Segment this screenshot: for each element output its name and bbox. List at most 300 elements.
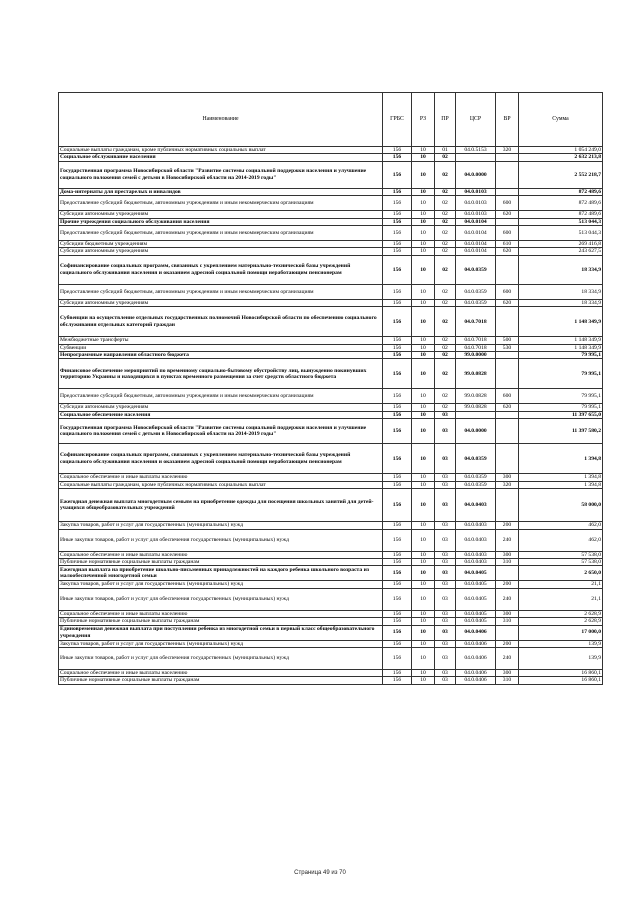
cell-rz: 10 (412, 389, 435, 404)
cell-pr: 03 (435, 551, 456, 558)
cell-sum: 872 489,6 (519, 188, 603, 195)
cell-grbs: 156 (383, 625, 412, 640)
cell-name: Межбюджетные трансферты (59, 337, 383, 344)
cell-name: Софинансирование социальных программ, связанных с укреплением материально-технической базы учреждений социального обслуживания населения и оказанием адресной социальной помощи неработающим пенсионерам (59, 444, 383, 474)
cell-sum: 11 397 580,2 (519, 419, 603, 444)
cell-rz: 10 (412, 248, 435, 255)
cell-name: Субсидии автономным учреждениям (59, 404, 383, 411)
cell-vr: 320 (496, 481, 519, 488)
cell-grbs: 156 (383, 529, 412, 551)
cell-vr: 300 (496, 610, 519, 617)
table-row (59, 618, 603, 625)
cell-pr: 02 (435, 241, 456, 248)
cell-grbs: 156 (383, 640, 412, 647)
cell-csr: 04.0.0405 (456, 566, 496, 581)
table-row (59, 389, 603, 404)
cell-name: Государственная программа Новосибирской области "Развитие системы социальной поддержки населения и улучшение социального положения семей с детьми в Новосибирской области на 2014-2019 годы" (59, 161, 383, 188)
cell-sum: 2 632 213,8 (519, 154, 603, 161)
cell-vr: 620 (496, 404, 519, 411)
cell-rz: 10 (412, 404, 435, 411)
cell-vr (496, 489, 519, 522)
table-row (59, 196, 603, 211)
table-row (59, 489, 603, 522)
cell-grbs: 156 (383, 147, 412, 154)
table-row (59, 551, 603, 558)
cell-grbs: 156 (383, 299, 412, 306)
cell-grbs: 156 (383, 419, 412, 444)
cell-sum: 11 397 655,0 (519, 411, 603, 418)
cell-rz: 10 (412, 218, 435, 225)
cell-rz: 10 (412, 255, 435, 284)
cell-csr: 04.0.5153 (456, 147, 496, 154)
cell-name: Предоставление субсидий бюджетным, автономным учреждениям и иным некоммерческим организациям (59, 389, 383, 404)
cell-pr: 02 (435, 337, 456, 344)
cell-csr: 04.0.0405 (456, 610, 496, 617)
cell-name: Ежегодная денежная выплата многодетным семьям на приобретение одежды для посещения школьных занятий для детей-учащихся общеобразовательных учреждений (59, 489, 383, 522)
cell-sum: 2 628,9 (519, 610, 603, 617)
cell-csr: 04.0.7018 (456, 344, 496, 351)
cell-vr: 620 (496, 299, 519, 306)
cell-csr: 04.0.0000 (456, 161, 496, 188)
cell-grbs: 156 (383, 566, 412, 581)
cell-name: Непрограммные направления областного бюджета (59, 352, 383, 359)
cell-csr: 04.0.0406 (456, 647, 496, 669)
cell-rz: 10 (412, 419, 435, 444)
cell-vr: 600 (496, 284, 519, 299)
cell-pr: 03 (435, 489, 456, 522)
cell-name: Иные закупки товаров, работ и услуг для обеспечения государственных (муниципальных) нужд (59, 588, 383, 610)
cell-csr: 04.0.0406 (456, 625, 496, 640)
table-row (59, 359, 603, 389)
cell-sum: 57 538,0 (519, 551, 603, 558)
cell-sum: 79 995,1 (519, 404, 603, 411)
budget-sheet (58, 92, 602, 685)
cell-vr (496, 411, 519, 418)
table-row (59, 154, 603, 161)
cell-csr: 04.0.0359 (456, 444, 496, 474)
cell-grbs: 156 (383, 610, 412, 617)
cell-vr: 310 (496, 677, 519, 684)
cell-grbs: 156 (383, 558, 412, 565)
header-rz: РЗ (412, 93, 435, 147)
table-row (59, 566, 603, 581)
cell-name: Публичные нормативные социальные выплаты гражданам (59, 618, 383, 625)
table-row (59, 211, 603, 218)
cell-pr: 02 (435, 154, 456, 161)
cell-csr: 04.0.0103 (456, 188, 496, 195)
cell-rz: 10 (412, 669, 435, 676)
cell-vr: 200 (496, 640, 519, 647)
cell-pr: 02 (435, 161, 456, 188)
cell-name: Социальное обеспечение и иные выплаты населению (59, 474, 383, 481)
cell-rz: 10 (412, 522, 435, 529)
cell-rz: 10 (412, 677, 435, 684)
cell-vr: 620 (496, 248, 519, 255)
cell-grbs: 156 (383, 588, 412, 610)
cell-grbs: 156 (383, 337, 412, 344)
cell-csr: 04.0.0403 (456, 551, 496, 558)
cell-vr (496, 566, 519, 581)
cell-vr (496, 359, 519, 389)
cell-rz: 10 (412, 337, 435, 344)
cell-vr: 600 (496, 226, 519, 241)
cell-grbs: 156 (383, 474, 412, 481)
cell-sum: 1 394,8 (519, 474, 603, 481)
cell-grbs: 156 (383, 154, 412, 161)
cell-pr: 03 (435, 618, 456, 625)
cell-sum: 243 627,5 (519, 248, 603, 255)
table-row (59, 647, 603, 669)
cell-sum: 57 538,0 (519, 558, 603, 565)
cell-csr: 99.0.0828 (456, 404, 496, 411)
cell-name: Субсидии автономным учреждениям (59, 248, 383, 255)
table-row (59, 284, 603, 299)
cell-pr: 02 (435, 248, 456, 255)
cell-name: Государственная программа Новосибирской области "Развитие системы социальной поддержки населения и улучшение социального положения семей с детьми в Новосибирской области на 2014-2019 годы" (59, 419, 383, 444)
cell-grbs: 156 (383, 489, 412, 522)
cell-grbs: 156 (383, 248, 412, 255)
cell-rz: 10 (412, 147, 435, 154)
cell-csr: 04.0.7018 (456, 307, 496, 337)
cell-pr: 02 (435, 389, 456, 404)
cell-grbs: 156 (383, 581, 412, 588)
cell-vr: 240 (496, 529, 519, 551)
cell-name: Финансовое обеспечение мероприятий по временному социально-бытовому обустройству лиц, вынужденно покинувших территорию Украины и находящихся в пунктах временного размещения за счет средств областного бюджета (59, 359, 383, 389)
table-body (59, 147, 603, 685)
cell-csr: 99.0.0828 (456, 389, 496, 404)
cell-grbs: 156 (383, 241, 412, 248)
table-row (59, 147, 603, 154)
table-row (59, 474, 603, 481)
cell-sum: 269 416,8 (519, 241, 603, 248)
cell-csr: 04.0.0104 (456, 241, 496, 248)
cell-rz: 10 (412, 307, 435, 337)
table-row (59, 411, 603, 418)
cell-pr: 02 (435, 226, 456, 241)
cell-name: Предоставление субсидий бюджетным, автономным учреждениям и иным некоммерческим организациям (59, 284, 383, 299)
cell-name: Социальное обеспечение и иные выплаты населению (59, 610, 383, 617)
cell-sum: 58 000,0 (519, 489, 603, 522)
cell-grbs: 156 (383, 551, 412, 558)
cell-sum: 872 489,6 (519, 211, 603, 218)
cell-rz: 10 (412, 474, 435, 481)
cell-grbs: 156 (383, 677, 412, 684)
table-row (59, 522, 603, 529)
cell-sum: 17 000,0 (519, 625, 603, 640)
table-row (59, 625, 603, 640)
cell-pr: 02 (435, 218, 456, 225)
table-row (59, 218, 603, 225)
cell-vr: 500 (496, 337, 519, 344)
cell-rz: 10 (412, 359, 435, 389)
table-row (59, 581, 603, 588)
cell-rz: 10 (412, 154, 435, 161)
cell-vr: 620 (496, 211, 519, 218)
cell-grbs: 156 (383, 344, 412, 351)
header-pr: ПР (435, 93, 456, 147)
cell-pr: 02 (435, 404, 456, 411)
cell-rz: 10 (412, 481, 435, 488)
header-grbs: ГРБС (383, 93, 412, 147)
cell-vr: 610 (496, 241, 519, 248)
cell-rz: 10 (412, 647, 435, 669)
cell-csr: 04.0.0405 (456, 618, 496, 625)
cell-rz: 10 (412, 344, 435, 351)
cell-pr: 02 (435, 359, 456, 389)
cell-name: Субсидии автономным учреждениям (59, 211, 383, 218)
cell-sum: 16 860,1 (519, 677, 603, 684)
cell-sum: 18 334,9 (519, 255, 603, 284)
cell-vr (496, 444, 519, 474)
cell-vr: 310 (496, 618, 519, 625)
cell-sum: 2 628,9 (519, 618, 603, 625)
cell-sum: 21,1 (519, 588, 603, 610)
cell-rz: 10 (412, 411, 435, 418)
cell-sum: 1 054 249,0 (519, 147, 603, 154)
table-row (59, 610, 603, 617)
header-name: Наименование (59, 93, 383, 147)
cell-vr (496, 419, 519, 444)
cell-name: Ежегодная выплата на приобретение школьно-письменных принадлежностей на каждого ребенка школьного возраста из малообеспеченной многодетной семьи (59, 566, 383, 581)
cell-pr: 03 (435, 558, 456, 565)
header-csr: ЦСР (456, 93, 496, 147)
cell-pr: 03 (435, 566, 456, 581)
cell-name: Публичные нормативные социальные выплаты гражданам (59, 558, 383, 565)
cell-rz: 10 (412, 241, 435, 248)
cell-name: Прочие учреждения социального обслуживания населения (59, 218, 383, 225)
cell-vr (496, 255, 519, 284)
cell-name: Иные закупки товаров, работ и услуг для обеспечения государственных (муниципальных) нужд (59, 529, 383, 551)
cell-pr: 03 (435, 625, 456, 640)
table-row (59, 299, 603, 306)
cell-csr: 04.0.0359 (456, 481, 496, 488)
cell-rz: 10 (412, 352, 435, 359)
cell-rz: 10 (412, 226, 435, 241)
cell-sum: 139,9 (519, 640, 603, 647)
cell-pr: 03 (435, 581, 456, 588)
table-row (59, 444, 603, 474)
cell-rz: 10 (412, 284, 435, 299)
cell-csr: 04.0.0406 (456, 640, 496, 647)
cell-name: Социальное обеспечение и иные выплаты населению (59, 669, 383, 676)
cell-rz: 10 (412, 196, 435, 211)
cell-grbs: 156 (383, 218, 412, 225)
table-row (59, 188, 603, 195)
table-row (59, 241, 603, 248)
cell-pr: 03 (435, 411, 456, 418)
cell-sum: 1 148 349,9 (519, 307, 603, 337)
cell-sum: 1 148 349,9 (519, 344, 603, 351)
cell-csr: 04.0.7018 (456, 337, 496, 344)
cell-pr: 03 (435, 522, 456, 529)
cell-csr: 04.0.0359 (456, 474, 496, 481)
table-row (59, 352, 603, 359)
cell-vr: 200 (496, 522, 519, 529)
cell-name: Публичные нормативные социальные выплаты гражданам (59, 677, 383, 684)
cell-vr: 310 (496, 558, 519, 565)
cell-name: Социальные выплаты гражданам, кроме публичных нормативных социальных выплат (59, 147, 383, 154)
cell-vr (496, 154, 519, 161)
cell-grbs: 156 (383, 618, 412, 625)
cell-csr: 04.0.0403 (456, 558, 496, 565)
cell-sum: 79 995,1 (519, 359, 603, 389)
cell-csr: 04.0.0403 (456, 522, 496, 529)
cell-grbs: 156 (383, 255, 412, 284)
header-sum: Сумма (519, 93, 603, 147)
cell-rz: 10 (412, 211, 435, 218)
table-row (59, 161, 603, 188)
cell-csr: 04.0.0104 (456, 226, 496, 241)
table-row (59, 344, 603, 351)
cell-pr: 03 (435, 529, 456, 551)
cell-sum: 16 860,1 (519, 669, 603, 676)
cell-grbs: 156 (383, 411, 412, 418)
cell-vr (496, 161, 519, 188)
table-row (59, 248, 603, 255)
cell-rz: 10 (412, 610, 435, 617)
table-row (59, 226, 603, 241)
cell-pr: 02 (435, 211, 456, 218)
cell-rz: 10 (412, 625, 435, 640)
cell-grbs: 156 (383, 669, 412, 676)
cell-csr: 04.0.0405 (456, 581, 496, 588)
cell-name: Субсидии бюджетным учреждениям (59, 241, 383, 248)
table-row (59, 588, 603, 610)
cell-grbs: 156 (383, 188, 412, 195)
cell-pr: 01 (435, 147, 456, 154)
cell-csr: 04.0.0359 (456, 255, 496, 284)
cell-sum: 1 394,8 (519, 444, 603, 474)
cell-vr: 320 (496, 147, 519, 154)
cell-vr (496, 188, 519, 195)
cell-grbs: 156 (383, 444, 412, 474)
cell-csr: 04.0.0406 (456, 669, 496, 676)
cell-csr: 04.0.0103 (456, 196, 496, 211)
cell-sum: 872 489,6 (519, 196, 603, 211)
cell-csr: 04.0.0359 (456, 284, 496, 299)
cell-grbs: 156 (383, 647, 412, 669)
cell-name: Социальное обеспечение населения (59, 411, 383, 418)
table-row (59, 255, 603, 284)
cell-name: Иные закупки товаров, работ и услуг для обеспечения государственных (муниципальных) нужд (59, 647, 383, 669)
cell-csr (456, 411, 496, 418)
table-row (59, 529, 603, 551)
cell-pr: 02 (435, 299, 456, 306)
cell-name: Дома-интернаты для престарелых и инвалидов (59, 188, 383, 195)
cell-pr: 03 (435, 419, 456, 444)
cell-name: Субсидии автономным учреждениям (59, 299, 383, 306)
table-row (59, 337, 603, 344)
cell-grbs: 156 (383, 307, 412, 337)
cell-vr: 200 (496, 581, 519, 588)
cell-sum: 1 148 349,9 (519, 337, 603, 344)
cell-pr: 02 (435, 284, 456, 299)
cell-name: Предоставление субсидий бюджетным, автономным учреждениям и иным некоммерческим организациям (59, 196, 383, 211)
cell-vr: 300 (496, 669, 519, 676)
cell-csr: 04.0.0405 (456, 588, 496, 610)
cell-name: Субвенции на осуществление отдельных государственных полномочий Новосибирской области по обеспечению социального обслуживания отдельных категорий граждан (59, 307, 383, 337)
cell-rz: 10 (412, 581, 435, 588)
cell-sum: 462,0 (519, 522, 603, 529)
cell-pr: 03 (435, 481, 456, 488)
cell-csr: 04.0.0359 (456, 299, 496, 306)
cell-grbs: 156 (383, 226, 412, 241)
table-row (59, 677, 603, 684)
cell-csr: 99.0.0000 (456, 352, 496, 359)
cell-name: Закупка товаров, работ и услуг для государственных (муниципальных) нужд (59, 581, 383, 588)
cell-pr: 03 (435, 647, 456, 669)
cell-grbs: 156 (383, 196, 412, 211)
cell-grbs: 156 (383, 359, 412, 389)
cell-grbs: 156 (383, 481, 412, 488)
table-row (59, 640, 603, 647)
cell-rz: 10 (412, 588, 435, 610)
cell-rz: 10 (412, 444, 435, 474)
cell-name: Закупка товаров, работ и услуг для государственных (муниципальных) нужд (59, 640, 383, 647)
cell-pr: 02 (435, 352, 456, 359)
cell-pr: 03 (435, 669, 456, 676)
cell-pr: 03 (435, 474, 456, 481)
cell-sum: 79 995,1 (519, 352, 603, 359)
cell-rz: 10 (412, 529, 435, 551)
cell-vr (496, 352, 519, 359)
cell-pr: 03 (435, 444, 456, 474)
cell-csr (456, 154, 496, 161)
cell-rz: 10 (412, 299, 435, 306)
cell-sum: 79 995,1 (519, 389, 603, 404)
cell-sum: 2 650,0 (519, 566, 603, 581)
cell-grbs: 156 (383, 389, 412, 404)
cell-csr: 04.0.0104 (456, 248, 496, 255)
cell-vr: 240 (496, 647, 519, 669)
cell-grbs: 156 (383, 211, 412, 218)
cell-vr (496, 218, 519, 225)
cell-vr (496, 625, 519, 640)
cell-sum: 513 044,3 (519, 226, 603, 241)
cell-name: Социальные выплаты гражданам, кроме публичных нормативных социальных выплат (59, 481, 383, 488)
cell-rz: 10 (412, 161, 435, 188)
cell-vr: 300 (496, 474, 519, 481)
cell-name: Социальное обслуживание населения (59, 154, 383, 161)
page-number: Страница 49 из 70 (294, 870, 346, 876)
cell-rz: 10 (412, 640, 435, 647)
cell-sum: 18 334,9 (519, 299, 603, 306)
cell-grbs: 156 (383, 161, 412, 188)
cell-vr: 240 (496, 588, 519, 610)
cell-vr (496, 307, 519, 337)
table-header-row (59, 93, 603, 147)
cell-csr: 04.0.0403 (456, 529, 496, 551)
table-row (59, 307, 603, 337)
cell-csr: 99.0.0828 (456, 359, 496, 389)
table-row (59, 669, 603, 676)
cell-pr: 02 (435, 196, 456, 211)
cell-vr: 530 (496, 344, 519, 351)
cell-grbs: 156 (383, 352, 412, 359)
table-row (59, 419, 603, 444)
cell-pr: 03 (435, 588, 456, 610)
cell-rz: 10 (412, 551, 435, 558)
cell-rz: 10 (412, 188, 435, 195)
cell-sum: 1 394,8 (519, 481, 603, 488)
cell-csr: 04.0.0104 (456, 218, 496, 225)
cell-csr: 04.0.0103 (456, 211, 496, 218)
cell-csr: 04.0.0406 (456, 677, 496, 684)
cell-pr: 02 (435, 307, 456, 337)
cell-rz: 10 (412, 558, 435, 565)
cell-pr: 02 (435, 255, 456, 284)
cell-csr: 04.0.0403 (456, 489, 496, 522)
